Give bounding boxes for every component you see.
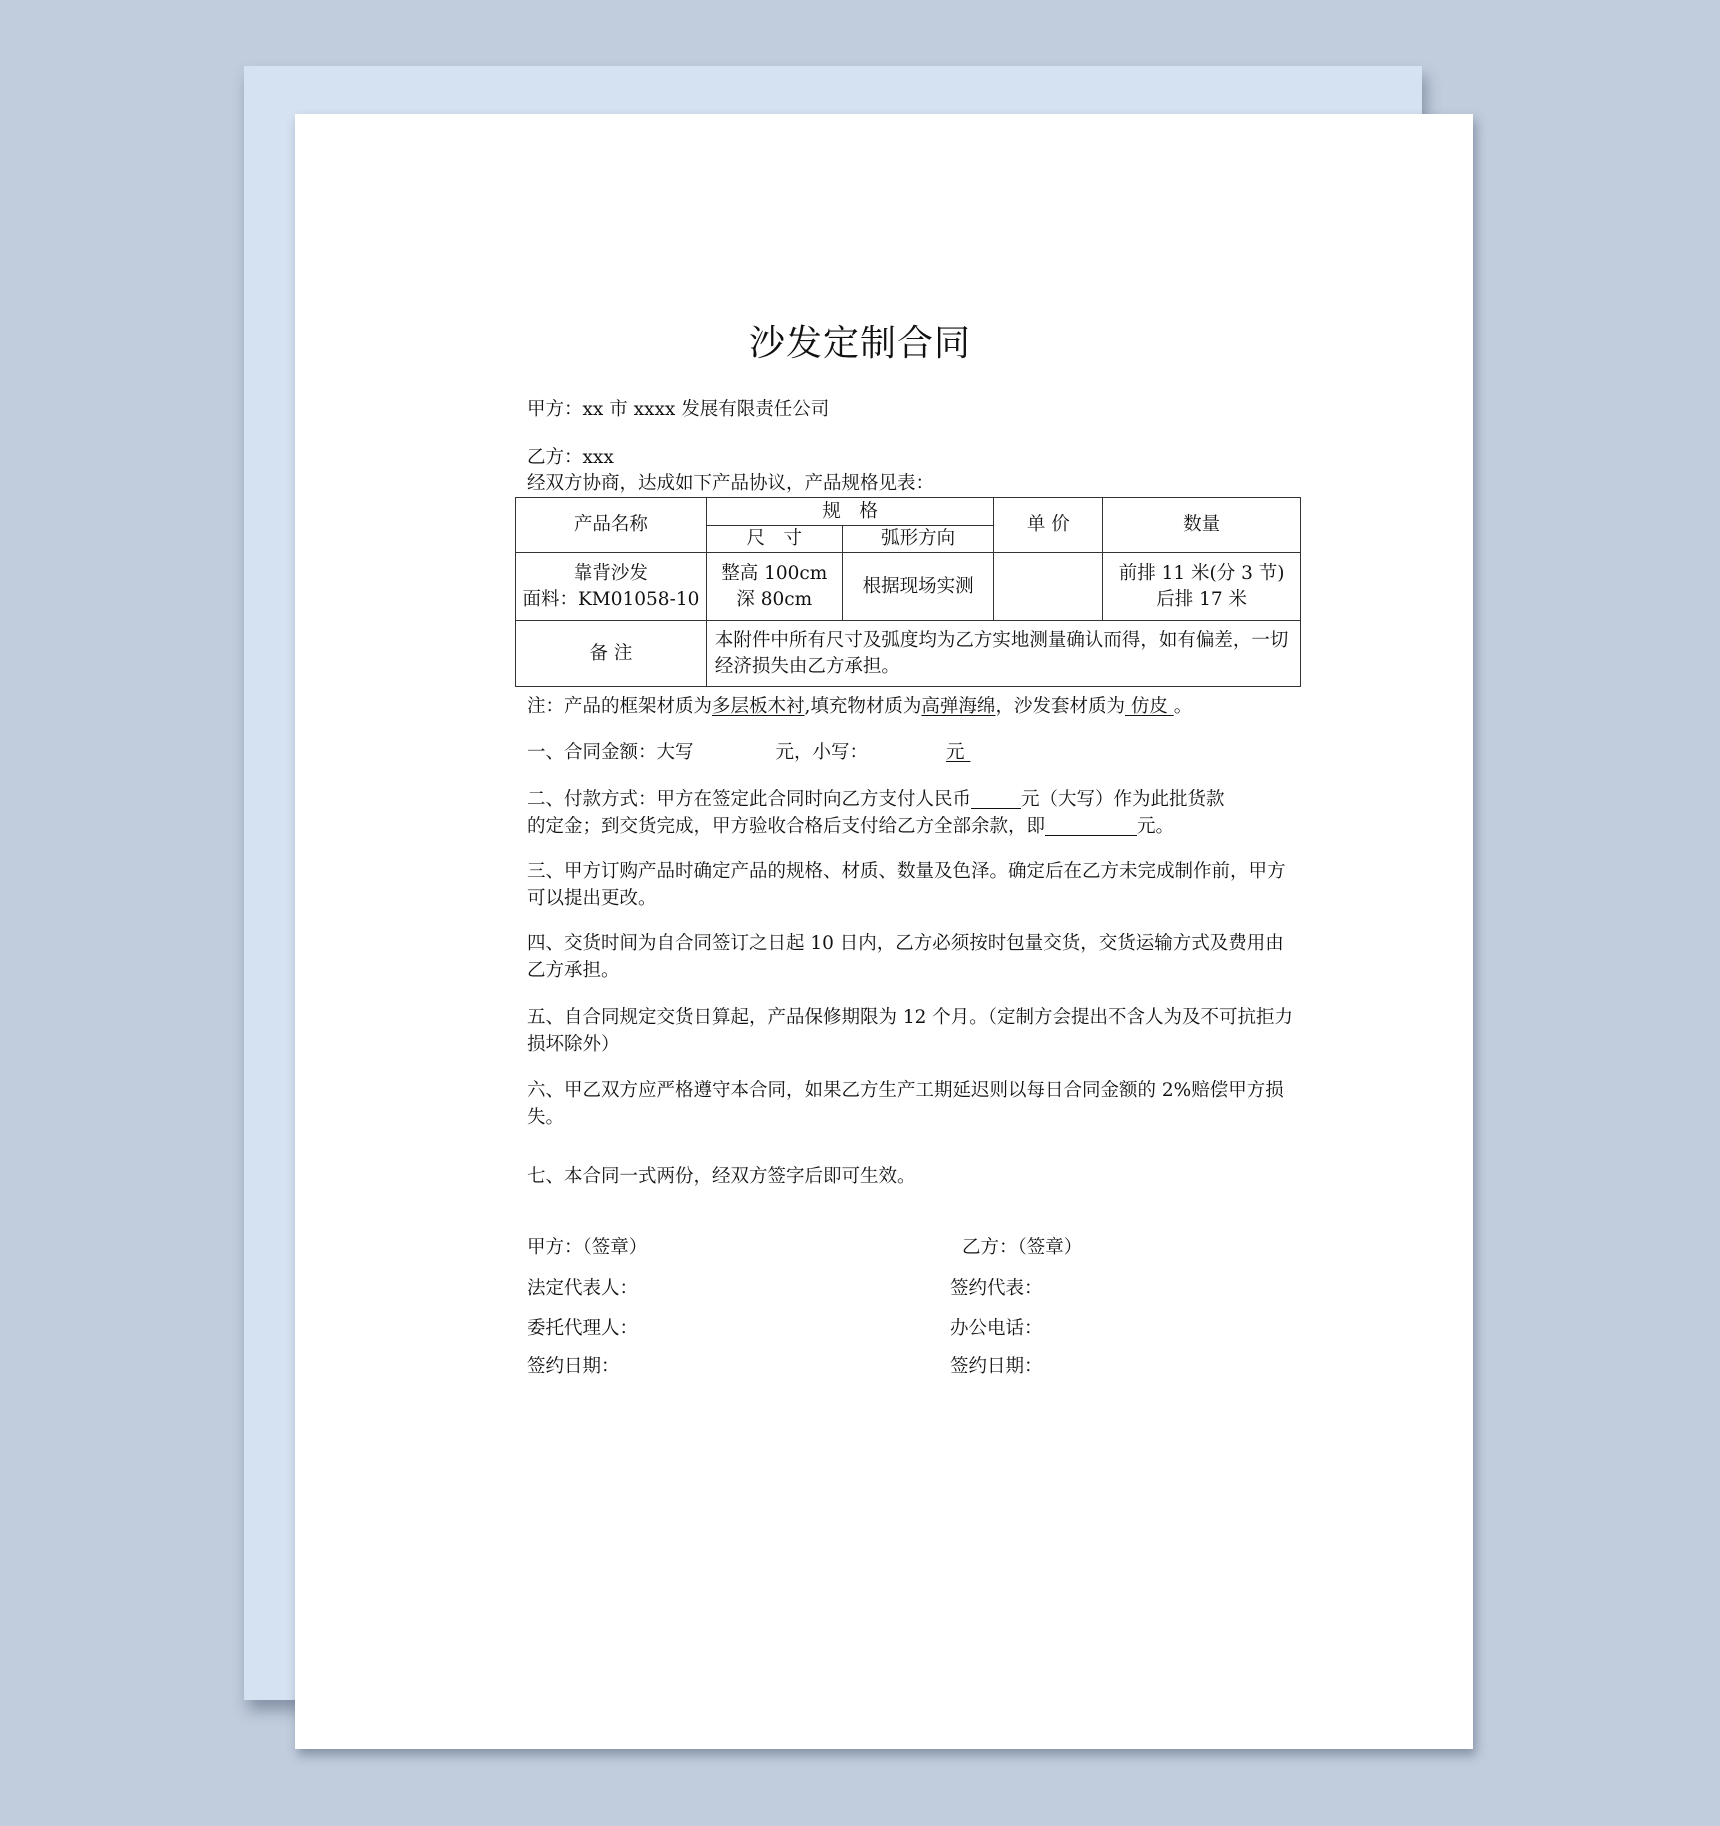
filling-material: 高弹海绵 [921,696,996,717]
header-size: 尺 寸 [706,526,842,553]
note-text: 。 [1173,696,1193,717]
party-a-line: 甲方：xx 市 xxxx 发展有限责任公司 [527,399,830,420]
document-title: 沙发定制合同 [748,323,971,364]
deposit-blank [971,788,1021,809]
party-b-line: 乙方：xxx [527,447,614,468]
clause-text: 二、付款方式：甲方在签定此合同时向乙方支付人民币 [527,789,972,810]
material-note [527,693,1297,720]
party-b-seal: 乙方：（签章） [962,1237,1083,1258]
cell-size [706,553,842,621]
party-b-rep: 签约代表： [950,1278,1043,1299]
party-b-date: 签约日期： [950,1356,1043,1377]
clause-3: 三、甲方订购产品时确定产品的规格、材质、数量及色泽。确定后在乙方未完成制作前，甲方可以提出更改。 [527,861,1286,909]
party-a-legal-rep: 法定代表人： [527,1278,639,1299]
clause-text: 元。 [1137,816,1175,837]
header-spec: 规 格 [706,498,994,526]
clause-4: 四、交货时间为自合同签订之日起 10 日内，乙方必须按时包量交货，交货运输方式及费用由乙方承担。 [527,933,1284,981]
balance-blank [1045,815,1137,836]
cell-quantity [1103,553,1301,621]
clause-2 [527,786,1297,840]
clause-text: 元（大写）作为此批货款 [1021,789,1225,810]
party-a-agent: 委托代理人： [527,1318,639,1339]
clause-5: 五、自合同规定交货日算起，产品保修期限为 12 个月。（定制方会提出不含人为及不可抗拒力损坏除外） [527,1007,1294,1055]
party-b-phone: 办公电话： [950,1318,1043,1339]
note-text: ,填充物材质为 [804,696,922,717]
clause-7: 七、本合同一式两份，经双方签字后即可生效。 [527,1166,916,1187]
note-text: 注：产品的框架材质为 [527,696,713,717]
clause-1 [527,739,1297,766]
intro-line: 经双方协商，达成如下产品协议，产品规格见表： [527,473,935,494]
remarks-label: 备 注 [516,621,707,687]
quantity-back: 后排 17 米 [1156,588,1248,610]
clause-text: 的定金；到交货完成，甲方验收合格后支付给乙方全部余款，即 [527,816,1046,837]
quantity-front: 前排 11 米(分 3 节) [1118,562,1285,584]
clause-text: 元 [946,742,965,763]
product-fabric: 面料：KM01058-10 [522,588,700,610]
party-a-seal: 甲方：（签章） [527,1237,648,1258]
frame-material: 多层板木衬 [712,696,805,717]
remarks-text: 本附件中所有尺寸及弧度均为乙方实地测量确认而得，如有偏差，一切经济损失由乙方承担。 [706,621,1300,687]
party-a-date: 签约日期： [527,1356,620,1377]
product-name: 靠背沙发 [573,562,648,584]
cell-unit-price [994,553,1103,621]
size-depth: 深 80cm [736,588,813,610]
header-arc-direction: 弧形方向 [842,526,994,553]
clause-text: 元，小写： [775,742,869,763]
clause-text: 一、合同金额：大写 [527,742,694,763]
cell-arc-direction: 根据现场实测 [842,553,994,621]
note-text: ，沙发套材质为 [995,696,1125,717]
spec-table [515,497,1301,687]
header-product-name: 产品名称 [516,498,707,553]
header-quantity: 数量 [1103,498,1301,553]
cover-material: 仿皮 [1124,696,1174,717]
size-height: 整高 100cm [721,562,828,584]
table-row [516,553,1301,621]
clause-6: 六、甲乙双方应严格遵守本合同，如果乙方生产工期延迟则以每日合同金额的 2%赔偿甲方损失。 [527,1080,1284,1128]
header-unit-price: 单 价 [994,498,1103,553]
cell-product [516,553,707,621]
